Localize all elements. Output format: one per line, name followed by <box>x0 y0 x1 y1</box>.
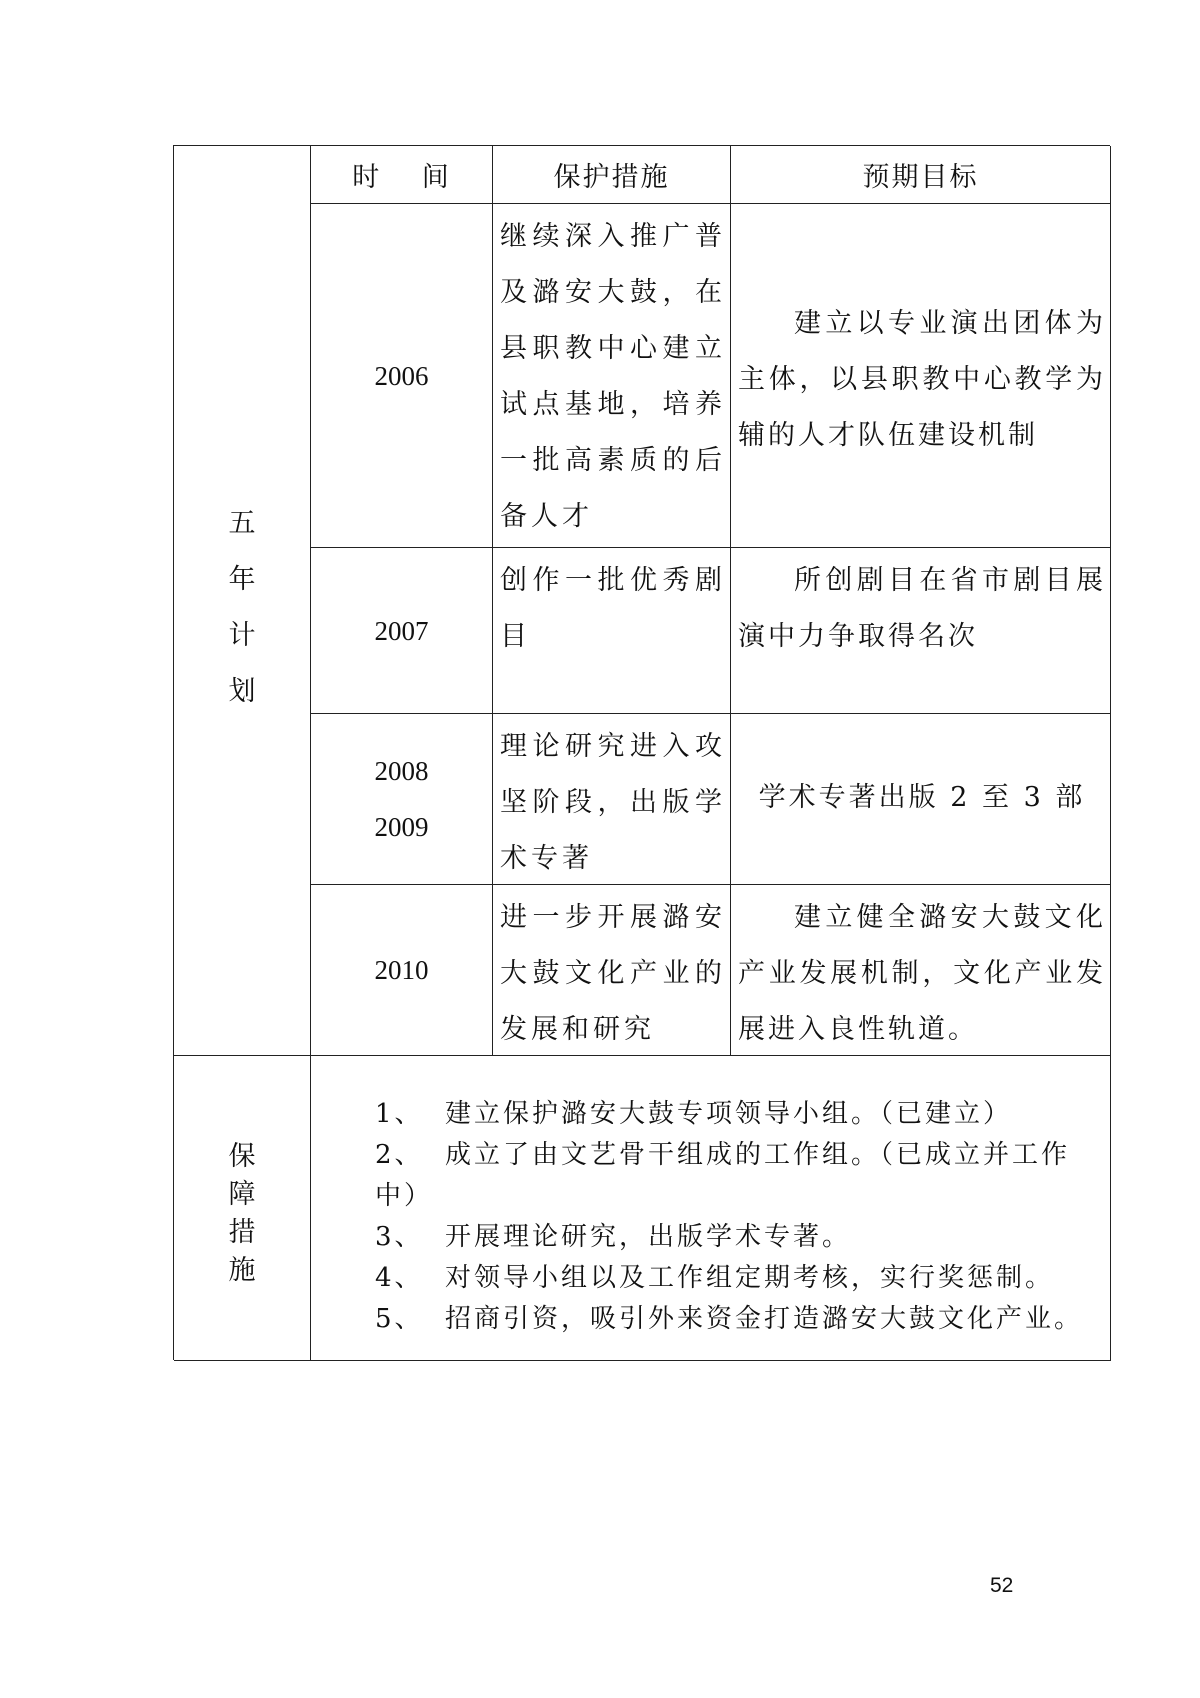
row-goal: 建立健全潞安大鼓文化产业发展机制，文化产业发展进入良性轨道。 <box>738 902 1106 1045</box>
guarantee-char: 施 <box>228 1255 256 1286</box>
guarantee-item <box>318 1299 1106 1340</box>
guarantee-item-number: 2、 <box>375 1140 424 1170</box>
guarantee-item-number: 3、 <box>375 1222 424 1252</box>
row-goal-cell <box>731 885 1111 1056</box>
row-measure-cell <box>493 204 731 548</box>
row-year-cell <box>311 204 493 548</box>
row-year-cell <box>311 885 493 1056</box>
row-measure: 理论研究进入攻坚阶段，出版学术专著 <box>500 731 726 874</box>
row-measure: 创作一批优秀剧目 <box>500 565 726 652</box>
row-year: 2010 <box>374 955 429 985</box>
guarantee-item <box>318 1258 1106 1299</box>
guarantee-item <box>318 1094 1106 1135</box>
guarantee-char: 措 <box>228 1217 256 1248</box>
row-goal-cell <box>731 714 1111 885</box>
plan-table <box>173 145 1110 1360</box>
row-year: 2006 <box>374 360 429 391</box>
guarantee-item <box>318 1135 1106 1217</box>
row-measure: 继续深入推广普及潞安大鼓，在县职教中心建立试点基地，培养一批高素质的后备人才 <box>500 221 726 532</box>
five-year-plan-char: 划 <box>228 676 256 707</box>
header-time: 时 间 <box>311 146 493 204</box>
five-year-plan-label-cell <box>174 146 311 1056</box>
five-year-plan-char: 五 <box>228 508 256 539</box>
guarantee-label-cell <box>174 1056 311 1361</box>
guarantee-item-text: 招商引资，吸引外来资金打造潞安大鼓文化产业。 <box>445 1304 1084 1334</box>
row-measure: 进一步开展潞安大鼓文化产业的发展和研究 <box>500 902 726 1045</box>
guarantee-item-number: 1、 <box>375 1099 424 1129</box>
guarantee-item-text: 成立了由文艺骨干组成的工作组。（已成立并工作中） <box>375 1140 1071 1211</box>
guarantee-char: 障 <box>228 1179 256 1210</box>
guarantee-char: 保 <box>228 1141 256 1172</box>
row-goal: 建立以专业演出团体为主体，以县职教中心教学为辅的人才队伍建设机制 <box>738 308 1106 451</box>
row-year-cell <box>311 548 493 714</box>
five-year-plan-char: 年 <box>228 564 256 595</box>
guarantee-item-text: 建立保护潞安大鼓专项领导小组。（已建立） <box>445 1099 1013 1129</box>
row-goal: 所创剧目在省市剧目展演中力争取得名次 <box>738 565 1106 652</box>
row-goal: 学术专著出版 2 至 3 部 <box>758 782 1086 813</box>
guarantee-item-text: 对领导小组以及工作组定期考核，实行奖惩制。 <box>445 1263 1055 1293</box>
row-measure-cell <box>493 885 731 1056</box>
row-measure-cell <box>493 714 731 885</box>
guarantee-item-text: 开展理论研究，出版学术专著。 <box>445 1222 852 1252</box>
guarantee-item-number: 5、 <box>375 1304 424 1334</box>
guarantee-label <box>174 1138 310 1290</box>
header-measures: 保护措施 <box>493 146 731 204</box>
row-goal-cell <box>731 204 1111 548</box>
guarantee-list <box>318 1094 1106 1340</box>
row-year: 2007 <box>374 615 429 646</box>
page-number: 52 <box>990 1574 1014 1597</box>
row-year: 2009 <box>374 812 429 842</box>
row-year-cell <box>311 714 493 885</box>
guarantee-measures-cell <box>311 1056 1111 1361</box>
row-year: 2008 <box>374 756 429 786</box>
row-goal-cell <box>731 548 1111 714</box>
guarantee-item <box>318 1217 1106 1258</box>
five-year-plan-char: 计 <box>228 620 256 651</box>
guarantee-item-number: 4、 <box>375 1263 424 1293</box>
row-measure-cell <box>493 548 731 714</box>
header-goals: 预期目标 <box>731 146 1111 204</box>
five-year-plan-label <box>174 496 310 720</box>
